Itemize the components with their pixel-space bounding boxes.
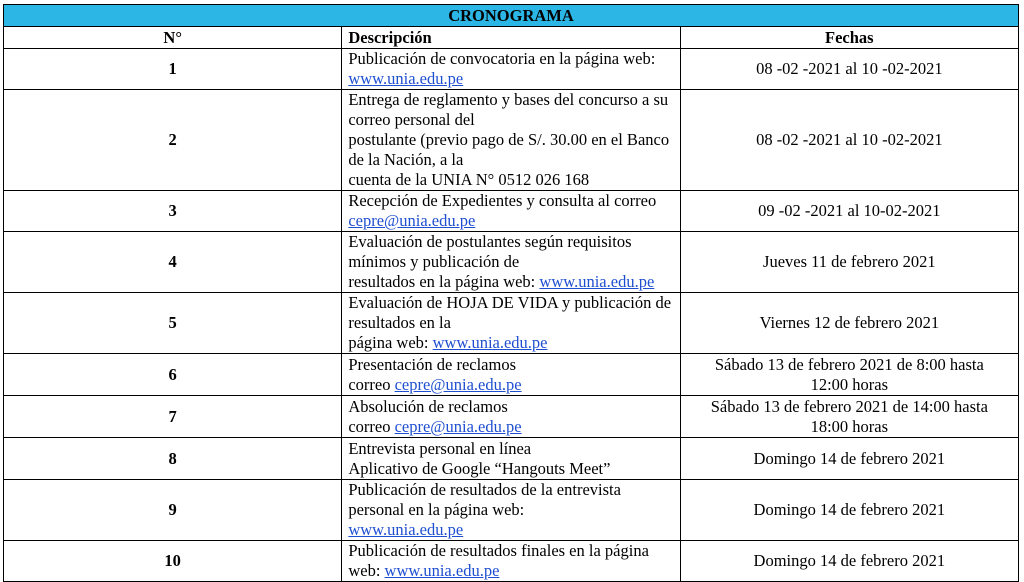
table-row	[4, 90, 1019, 191]
description-line	[348, 272, 673, 292]
table-row	[4, 396, 1019, 438]
description-line	[348, 417, 673, 437]
row-number: 2	[4, 90, 342, 191]
description-line	[348, 49, 673, 89]
row-date	[680, 438, 1018, 480]
schedule-rows	[4, 49, 1019, 582]
description-text: correo	[348, 416, 395, 436]
website-link[interactable]: www.unia.edu.pe	[539, 272, 655, 291]
description-text: Absolución de reclamos	[348, 396, 508, 416]
website-link[interactable]: www.unia.edu.pe	[432, 333, 548, 352]
date-line: 18:00 horas	[810, 416, 889, 436]
row-number: 3	[4, 191, 342, 232]
table-row	[4, 293, 1019, 354]
row-number: 7	[4, 396, 342, 438]
description-text: correo	[348, 374, 395, 394]
row-date	[680, 49, 1018, 90]
description-text: Publicación de resultados finales en la página web:	[348, 541, 649, 580]
row-description	[342, 90, 680, 191]
description-line	[348, 439, 673, 459]
row-description	[342, 354, 680, 396]
table-title: CRONOGRAMA	[4, 5, 1019, 27]
date-line: Jueves 11 de febrero 2021	[763, 252, 936, 271]
description-line	[348, 480, 673, 520]
description-text: cuenta de la UNIA N° 0512 026 168	[348, 170, 590, 189]
row-description	[342, 191, 680, 232]
email-link[interactable]: cepre@unia.edu.pe	[394, 416, 522, 436]
row-number: 10	[4, 541, 342, 582]
description-line	[348, 293, 673, 333]
date-line: Domingo 14 de febrero 2021	[753, 448, 946, 468]
schedule-table	[3, 4, 1019, 582]
row-description	[342, 293, 680, 354]
row-date	[680, 293, 1018, 354]
table-row	[4, 232, 1019, 293]
description-text: resultados en la página web:	[348, 272, 540, 291]
row-number: 4	[4, 232, 342, 293]
table-row	[4, 354, 1019, 396]
date-line: Viernes 12 de febrero 2021	[759, 313, 940, 332]
row-number: 5	[4, 293, 342, 354]
header-dates: Fechas	[680, 27, 1018, 49]
description-line	[348, 90, 673, 130]
row-description	[342, 480, 680, 541]
description-line	[348, 130, 673, 170]
date-line: 09 -02 -2021 al 10-02-2021	[758, 201, 941, 220]
description-line	[348, 520, 673, 540]
website-link[interactable]: www.unia.edu.pe	[348, 69, 464, 88]
row-description	[342, 396, 680, 438]
row-number: 8	[4, 438, 342, 480]
row-date	[680, 396, 1018, 438]
row-description	[342, 49, 680, 90]
header-num: N°	[4, 27, 342, 49]
header-row	[4, 27, 1019, 49]
description-text: página web:	[348, 333, 433, 352]
date-line: Sábado 13 de febrero 2021 de 14:00 hasta	[710, 396, 988, 416]
schedule-document	[3, 4, 1019, 582]
description-line	[348, 355, 673, 375]
row-description	[342, 541, 680, 582]
description-text: Evaluación de HOJA DE VIDA y publicación de resultados en la	[348, 293, 672, 332]
date-line: 08 -02 -2021 al 10 -02-2021	[756, 59, 943, 78]
description-text: Presentación de reclamos	[348, 354, 517, 374]
website-link[interactable]: www.unia.edu.pe	[348, 520, 464, 539]
description-text: postulante (previo pago de S/. 30.00 en el Banco de la Nación, a la	[348, 130, 670, 169]
description-line	[348, 333, 673, 353]
description-line	[348, 541, 673, 581]
row-number: 9	[4, 480, 342, 541]
table-row	[4, 438, 1019, 480]
email-link[interactable]: cepre@unia.edu.pe	[394, 374, 522, 394]
date-line: 08 -02 -2021 al 10 -02-2021	[756, 130, 943, 149]
description-text: Entrega de reglamento y bases del concurso a su correo personal del	[348, 90, 669, 129]
row-date	[680, 191, 1018, 232]
row-description	[342, 438, 680, 480]
date-line: Domingo 14 de febrero 2021	[753, 500, 946, 519]
header-description: Descripción	[342, 27, 680, 49]
row-date	[680, 480, 1018, 541]
table-row	[4, 541, 1019, 582]
title-row	[4, 5, 1019, 27]
description-line	[348, 459, 673, 479]
date-line: Sábado 13 de febrero 2021 de 8:00 hasta	[714, 354, 984, 374]
description-text: Publicación de resultados de la entrevista personal en la página web:	[348, 480, 621, 519]
row-date	[680, 354, 1018, 396]
row-number: 1	[4, 49, 342, 90]
row-date	[680, 90, 1018, 191]
description-line	[348, 397, 673, 417]
table-row	[4, 480, 1019, 541]
date-line: 12:00 horas	[810, 374, 889, 394]
table-row	[4, 191, 1019, 232]
email-link[interactable]: cepre@unia.edu.pe	[348, 211, 476, 230]
description-text: Evaluación de postulantes según requisitos mínimos y publicación de	[348, 232, 632, 271]
date-line: Domingo 14 de febrero 2021	[753, 551, 946, 570]
website-link[interactable]: www.unia.edu.pe	[384, 561, 500, 580]
description-text: Aplicativo de Google “Hangouts Meet”	[348, 458, 611, 478]
description-line	[348, 191, 673, 231]
table-row	[4, 49, 1019, 90]
row-number: 6	[4, 354, 342, 396]
description-text: Publicación de convocatoria en la página web:	[348, 49, 656, 68]
row-date	[680, 541, 1018, 582]
description-text: Entrevista personal en línea	[348, 438, 532, 458]
description-line	[348, 170, 673, 190]
description-line	[348, 375, 673, 395]
description-text: Recepción de Expedientes y consulta al correo	[348, 191, 657, 210]
row-date	[680, 232, 1018, 293]
description-line	[348, 232, 673, 272]
row-description	[342, 232, 680, 293]
